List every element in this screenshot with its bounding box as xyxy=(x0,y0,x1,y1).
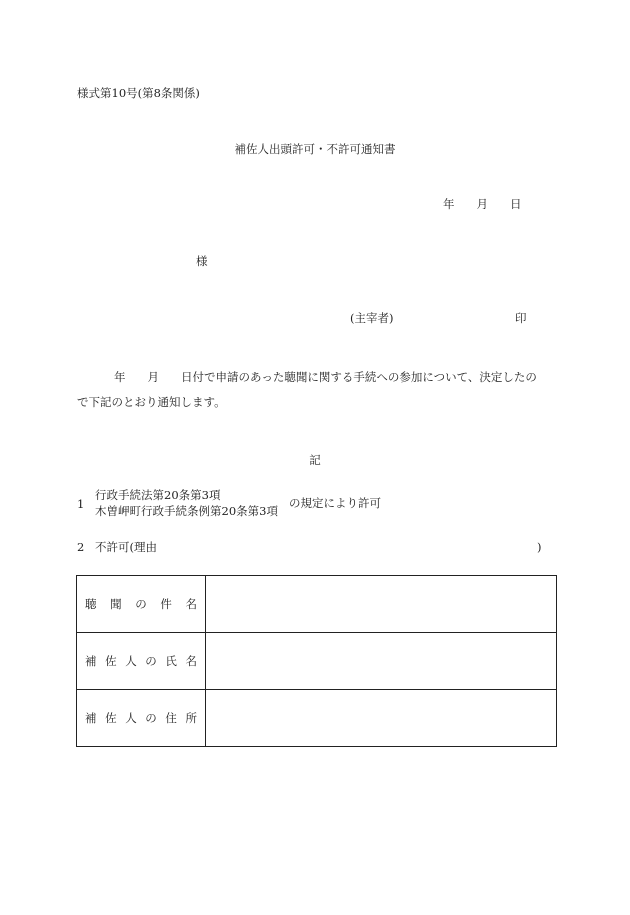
table-row xyxy=(77,576,557,633)
table-label-cell xyxy=(77,633,206,690)
item2-text: 不許可(理由 xyxy=(95,540,157,554)
body-text-line2: で下記のとおり通知します。 xyxy=(77,395,226,409)
form-number: 様式第10号(第8条関係) xyxy=(77,86,200,100)
assistant-address-value xyxy=(206,690,557,747)
label-char: 名 xyxy=(185,597,197,611)
label-char: 所 xyxy=(185,711,197,725)
info-table xyxy=(76,575,557,747)
body-text-line1 xyxy=(114,372,537,384)
document-title: 補佐人出頭許可・不許可通知書 xyxy=(234,142,396,156)
label-char: の xyxy=(145,654,157,668)
label-char: 聞 xyxy=(110,597,122,611)
date-line xyxy=(443,199,522,211)
table-row xyxy=(77,633,557,690)
addressee-honorific: 様 xyxy=(196,254,208,268)
label-char: 名 xyxy=(185,654,197,668)
body-text: 日付で申請のあった聴聞に関する手続への参加について、決定したの xyxy=(181,370,537,384)
item2-close-paren: ) xyxy=(537,540,542,554)
date-year: 年 xyxy=(443,197,455,211)
assistant-name-value xyxy=(206,633,557,690)
item1-law-a: 行政手続法第20条第3項 xyxy=(95,488,221,502)
table-label-cell xyxy=(77,576,206,633)
label-char: 人 xyxy=(125,711,137,725)
label-char: の xyxy=(135,597,147,611)
seal-mark: 印 xyxy=(515,311,527,325)
item1-law-b: 木曽岬町行政手続条例第20条第3項 xyxy=(95,504,278,518)
item1-number: 1 xyxy=(77,497,85,511)
label-char: 佐 xyxy=(105,654,117,668)
body-month: 月 xyxy=(147,370,159,384)
label-char: 聴 xyxy=(85,597,97,611)
hearing-title-label xyxy=(77,596,205,612)
item1-suffix: の規定により許可 xyxy=(289,496,381,510)
label-char: 補 xyxy=(85,711,97,725)
label-char: 件 xyxy=(160,597,172,611)
label-char: 住 xyxy=(165,711,177,725)
ki-heading: 記 xyxy=(309,453,321,467)
assistant-address-label xyxy=(77,710,205,726)
body-year: 年 xyxy=(114,370,126,384)
issuer-label: (主宰者) xyxy=(350,311,394,325)
assistant-name-label xyxy=(77,653,205,669)
item2-number: 2 xyxy=(77,540,85,554)
label-char: 氏 xyxy=(165,654,177,668)
label-char: 補 xyxy=(85,654,97,668)
label-char: の xyxy=(145,711,157,725)
label-char: 佐 xyxy=(105,711,117,725)
label-char: 人 xyxy=(125,654,137,668)
date-day: 日 xyxy=(510,197,522,211)
date-month: 月 xyxy=(476,197,488,211)
table-label-cell xyxy=(77,690,206,747)
hearing-title-value xyxy=(206,576,557,633)
table-row xyxy=(77,690,557,747)
